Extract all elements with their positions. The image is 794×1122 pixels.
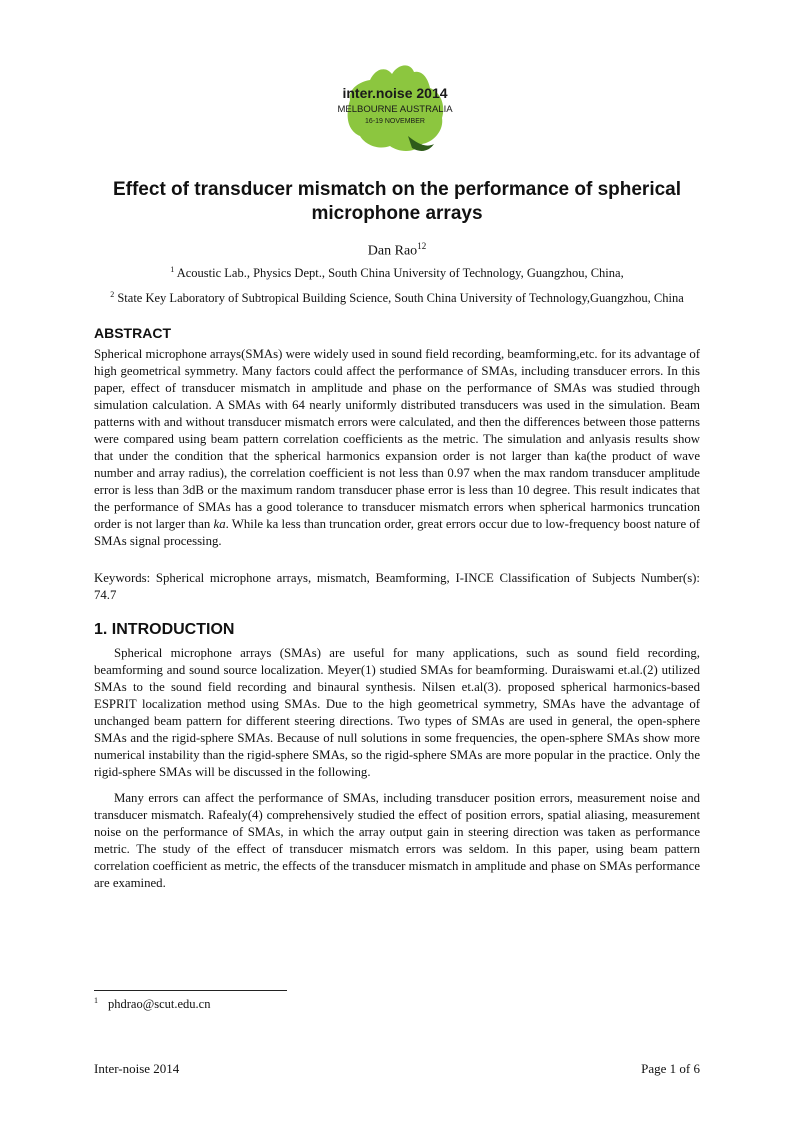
paper-title: Effect of transducer mismatch on the performance of spherical microphone arrays — [112, 179, 682, 224]
affiliation-1-text: Acoustic Lab., Physics Dept., South China University of Technology, Guangzhou, China, — [176, 266, 624, 281]
introduction-heading: 1. INTRODUCTION — [94, 621, 235, 638]
abstract-italic-term: ka — [213, 517, 226, 531]
author-affiliation-marks: 12 — [417, 241, 427, 251]
abstract-text-end: . While ka less than truncation order, great errors occur due to low-frequency boost nature of SMAs signal processing. — [94, 517, 700, 548]
footer-conference: Inter-noise 2014 — [94, 1061, 180, 1076]
author-line — [94, 241, 700, 260]
footer-page-number: Page 1 of 6 — [641, 1061, 700, 1076]
logo-title: inter.noise 2014 — [342, 85, 448, 101]
affiliation-2-mark: 2 — [110, 290, 115, 299]
affiliation-2-text: State Key Laboratory of Subtropical Building Science, South China University of Technology,Guangzhou, China — [117, 291, 684, 306]
affiliation-2 — [20, 290, 774, 306]
logo-dates: 16-19 NOVEMBER — [365, 118, 425, 125]
abstract-body — [94, 346, 700, 550]
footnote-divider — [94, 990, 287, 991]
introduction-paragraph-2: Many errors can affect the performance of SMAs, including transducer position errors, measurement noise and transducer mismatch. Rafealy(4) comprehensively studied the effect of position errors, spatial aliasing, measurement noise on the performance of SMAs, in which the array output gain in steering direction was taken as performance metric. The study of the effect of transducer mismatch errors was seldom. In this paper, using beam pattern correlation coefficient as metric, the effects of the transducer mismatch in amplitude and phase on SMAs performance are examined. — [94, 791, 700, 890]
abstract-text: Spherical microphone arrays(SMAs) were widely used in sound field recording, beamforming,etc. for its advantage of high geometrical symmetry. Many factors could affect the performance of SMAs, including transducer errors. In this paper, effect of transducer mismatch in amplitude and phase on the performance of SMAs was studied through simulation calculation. A SMAs with 64 nearly uniformly distributed transducers was used in the simulation. Beam patterns with and without transducer mismatch errors were calculated, and then the differences between those patterns were compared using beam pattern correlation coefficients as the metric. The simulation and anlyasis results show that under the condition that the spherical harmonics expansion order is not larger than ka(the product of wave number and array radius), the correlation coefficient is not less than 0.97 when the max random transducer amplitude error is less than 3dB or the maximum random transducer phase error is less than 10 degree. This result indicates that the performance of SMAs has a good tolerance to transducer mismatch errors when spherical harmonics truncation order is not larger than — [94, 347, 700, 531]
affiliation-1 — [20, 265, 774, 281]
footnote-email: phdrao@scut.edu.cn — [108, 997, 211, 1012]
footnote — [94, 996, 210, 1012]
keywords: Keywords: Spherical microphone arrays, mismatch, Beamforming, I-INCE Classification of Subjects Number(s): 74.7 — [94, 571, 700, 602]
affiliation-1-mark: 1 — [170, 265, 175, 274]
conference-logo — [330, 60, 460, 160]
introduction-paragraph-1: Spherical microphone arrays (SMAs) are useful for many applications, such as sound field recording, beamforming and sound source localization. Meyer(1) studied SMAs for beamforming. Duraiswami et.al.(2) utilized SMAs to the sound field recording and binaural synthesis. Nilsen et.al(3). proposed spherical harmonics-based ESPRIT localization method using SMAs. Due to the high geometrical symmetry, SMAs have the advantage of unchanged beam pattern for different steering directions. Two types of SMAs are used in general, the open-sphere SMAs and the rigid-sphere SMAs. Because of null solutions in some frequencies, the open-sphere SMAs show more numerical instability than the rigid-sphere SMAs, so the rigid-sphere SMAs are more popular in the practice. Only the rigid-sphere SMAs will be discussed in the following. — [94, 646, 700, 779]
logo-location: MELBOURNE AUSTRALIA — [337, 104, 453, 115]
footnote-mark: 1 — [94, 996, 98, 1005]
author-name: Dan Rao — [367, 243, 418, 259]
abstract-heading: ABSTRACT — [94, 325, 171, 341]
